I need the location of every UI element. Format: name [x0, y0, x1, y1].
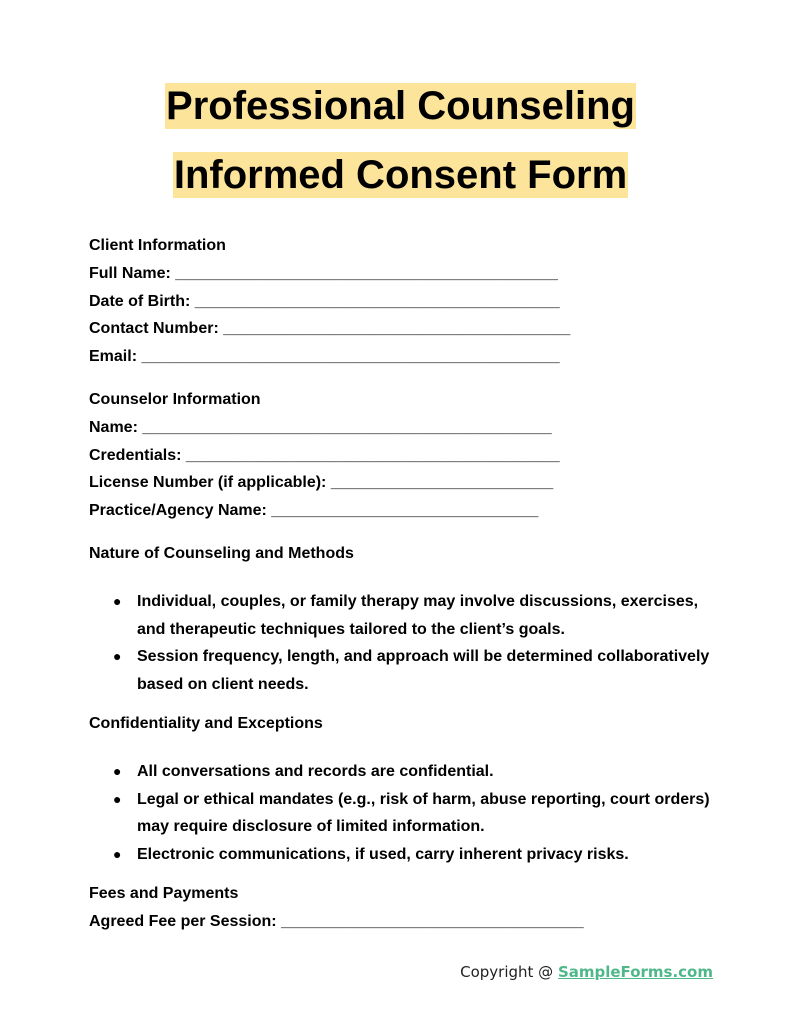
list-item: ● All conversations and records are confidential.	[89, 758, 719, 786]
list-item: ● Electronic communications, if used, carry inherent privacy risks.	[89, 841, 719, 869]
bullet-icon: ●	[113, 648, 122, 664]
form-title-line-1-wrap	[0, 83, 801, 129]
counselor-information-section	[89, 390, 719, 528]
confidentiality-bullet-list	[89, 758, 719, 868]
contact-number-field[interactable]: Contact Number: _______________________________________	[89, 320, 571, 337]
practice-agency-name-field[interactable]: Practice/Agency Name: ______________________________	[89, 501, 539, 519]
nature-bullet-list	[89, 588, 719, 698]
bullet-icon: ●	[113, 790, 122, 807]
full-name-field[interactable]: Full Name: ___________________________________________	[89, 265, 558, 282]
form-body	[89, 236, 719, 940]
date-of-birth-field[interactable]: Date of Birth: _________________________________________	[89, 292, 560, 310]
sampleforms-link[interactable]: SampleForms.com	[557, 963, 713, 981]
copyright-footer	[460, 963, 713, 981]
license-number-field[interactable]: License Number (if applicable): _________________________	[89, 474, 554, 491]
form-title-line-1: Professional Counseling	[166, 84, 635, 128]
list-item: ● Session frequency, length, and approach will be determined collaboratively based on client needs.	[89, 643, 719, 698]
fees-section	[89, 884, 719, 940]
client-information-heading: Client Information	[89, 237, 226, 254]
confidentiality-heading: Confidentiality and Exceptions	[89, 715, 323, 732]
credentials-field[interactable]: Credentials: __________________________________________	[89, 446, 560, 464]
counselor-information-heading: Counselor Information	[89, 391, 261, 408]
fees-heading: Fees and Payments	[89, 885, 239, 902]
bullet-icon: ●	[113, 763, 122, 779]
bullet-icon: ●	[113, 845, 122, 862]
counselor-name-field[interactable]: Name: ______________________________________________	[89, 419, 552, 436]
agreed-fee-field[interactable]: Agreed Fee per Session: __________________________________	[89, 913, 584, 930]
nature-of-counseling-heading: Nature of Counseling and Methods	[89, 545, 354, 562]
list-item: ● Individual, couples, or family therapy may involve discussions, exercises, and therapeutic techniques tailored to the client’s goals.	[89, 588, 719, 643]
client-information-section	[89, 236, 719, 374]
nature-of-counseling-section	[89, 544, 719, 698]
bullet-icon: ●	[113, 593, 122, 609]
list-item: ● Legal or ethical mandates (e.g., risk of harm, abuse reporting, court orders) may require disclosure of limited information.	[89, 786, 719, 841]
copyright-prefix: Copyright @	[460, 963, 558, 981]
form-title-line-2-wrap	[0, 152, 801, 198]
confidentiality-section	[89, 714, 719, 868]
email-field[interactable]: Email: _______________________________________________	[89, 347, 560, 365]
form-title-line-2: Informed Consent Form	[173, 153, 628, 197]
